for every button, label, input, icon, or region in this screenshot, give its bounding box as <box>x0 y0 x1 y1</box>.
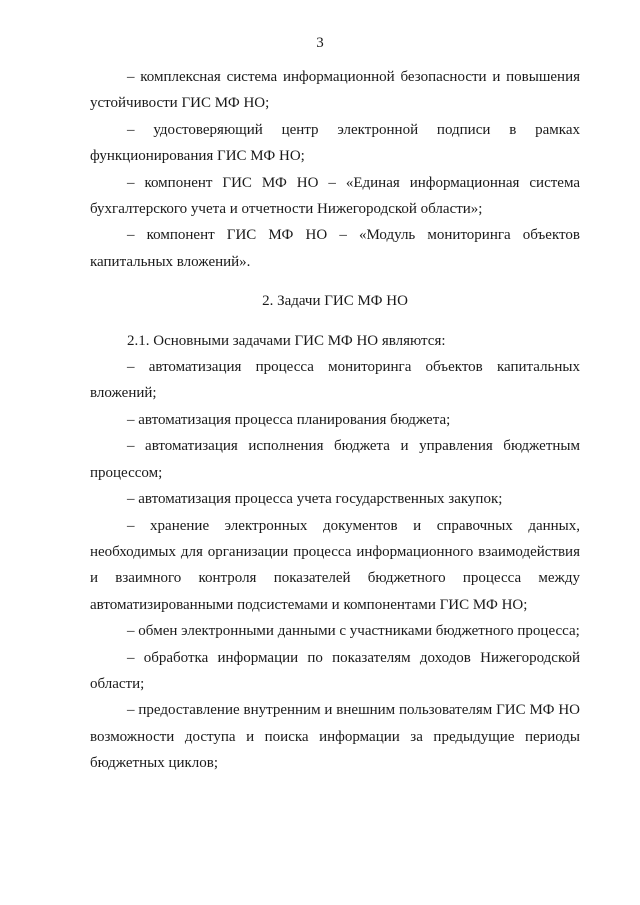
page-number: 3 <box>316 35 324 51</box>
list-item-intro-3: – компонент ГИС МФ НО – «Единая информационная система бухгалтерского учета и отчетности Нижегородской области»; <box>90 174 580 218</box>
list-item-intro-2: – удостоверяющий центр электронной подписи в рамках функционирования ГИС МФ НО; <box>90 121 580 165</box>
list-item-task-4: – автоматизация процесса учета государственных закупок; <box>127 491 503 508</box>
list-item-task-1: – автоматизация процесса мониторинга объектов капитальных вложений; <box>90 359 580 402</box>
list-item-task-6: – обмен электронными данными с участниками бюджетного процесса; <box>127 623 580 640</box>
section-heading: 2. Задачи ГИС МФ НО <box>262 293 408 310</box>
list-item-task-3: – автоматизация исполнения бюджета и управления бюджетным процессом; <box>90 438 580 481</box>
list-item-task-2: – автоматизация процесса планирования бюджета; <box>127 411 451 428</box>
list-item-intro-1: – комплексная система информационной безопасности и повышения устойчивости ГИС МФ НО; <box>90 69 580 112</box>
section-intro: 2.1. Основными задачами ГИС МФ НО являются: <box>127 332 446 349</box>
document-body <box>90 64 580 777</box>
list-item-task-5: – хранение электронных документов и справочных данных, необходимых для организации процесса информационного взаимодействия и взаимного контроля показателей бюджетного процесса между автоматизированными подсистемами и компонентами ГИС МФ НО; <box>90 517 580 613</box>
list-item-task-7: – обработка информации по показателям доходов Нижегородской области; <box>90 649 580 692</box>
list-item-intro-4: – компонент ГИС МФ НО – «Модуль мониторинга объектов капитальных вложений». <box>90 227 580 270</box>
list-item-task-8: – предоставление внутренним и внешним пользователям ГИС МФ НО возможности доступа и поиска информации за предыдущие периоды бюджетных циклов; <box>90 702 580 772</box>
